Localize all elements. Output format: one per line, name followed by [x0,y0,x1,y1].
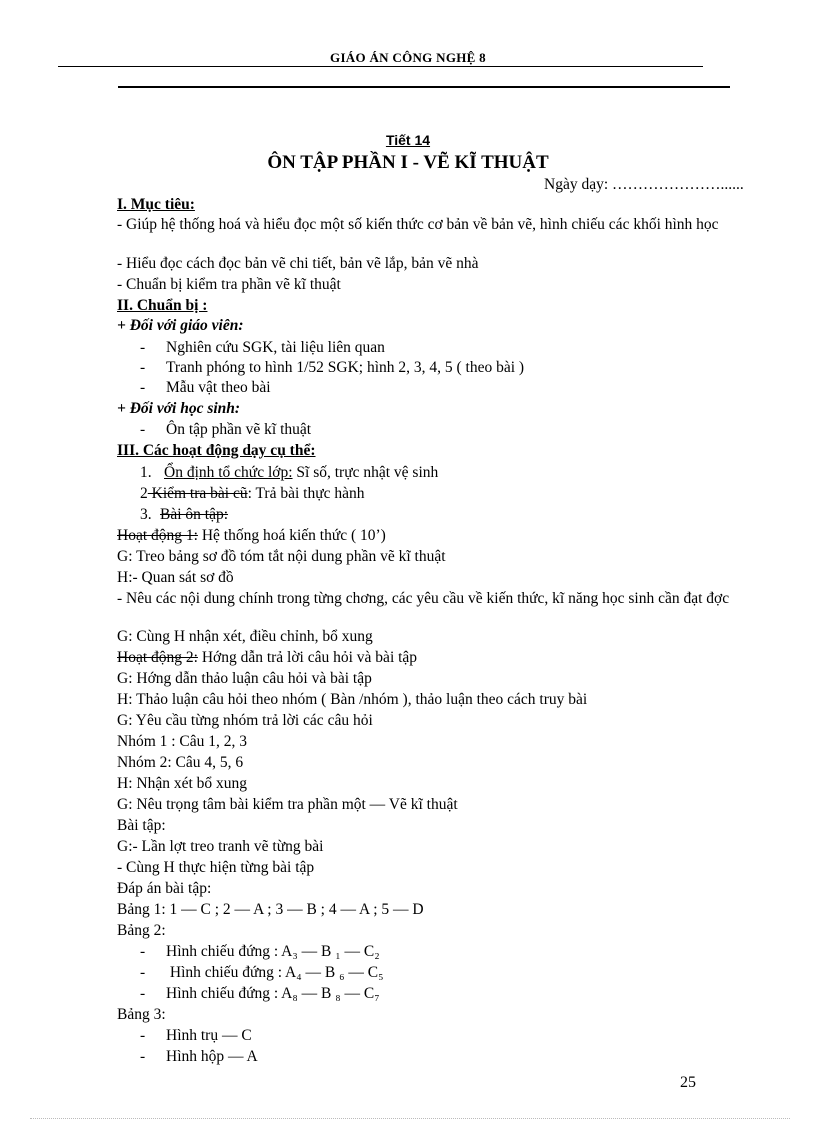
line-bai-tap: Bài tập: [117,817,166,834]
bang-2-item-3: - Hình chiếu đứng : A₈ — B ₈ — C₇ [140,985,380,1002]
line-cung-h: - Cùng H thực hiện từng bài tập [117,859,315,876]
line-bang-2: Bảng 2: [117,922,166,939]
line-h-thao-luan: H: Thảo luận câu hỏi theo nhóm ( Bàn /nhóm ), thảo luận theo cách truy bài [117,691,588,708]
line-dap-an: Đáp án bài tập: [117,880,212,897]
student-label: + Đối với học sinh: [117,400,241,417]
teacher-item-2: - Tranh phóng to hình 1/52 SGK; hình 2, 3, 4, 5 ( theo bài ) [140,359,525,376]
date-label: Ngày dạy: …………………...... [544,176,744,193]
step-3: 3. Bài ôn tập: [140,506,229,523]
page-number: 25 [680,1074,696,1091]
teacher-label: + Đối với giáo viên: [117,317,244,334]
bang-2-item-1: - Hình chiếu đứng : A₃ — B ₁ — C₂ [140,943,380,960]
line-neu-noi-dung: - Nêu các nội dung chính trong từng chơng, các yêu cầu về kiến thức, kĩ năng học sinh cần đạt đợc [117,590,730,607]
line-g-nhan-xet: G: Cùng H nhận xét, điều chỉnh, bổ xung [117,628,373,645]
bang-3-item-1: - Hình trụ — C [140,1027,252,1044]
line-g-lan-lot: G:- Lần lợt treo tranh vẽ từng bài [117,838,324,855]
header-title: GIÁO ÁN CÔNG NGHỆ 8 [330,50,486,65]
line-h-quan-sat: H:- Quan sát sơ đồ [117,569,234,586]
step-1: 1. Ổn định tổ chức lớp: Sĩ số, trực nhật vệ sinh [140,464,439,481]
lesson-title: ÔN TẬP PHẦN I - VẼ KĨ THUẬT [267,152,549,173]
section-3-heading: III. Các hoạt động dạy cụ thể: [117,442,316,459]
lesson-number: Tiết 14 [385,132,431,148]
bang-2-item-2: - Hình chiếu đứng : A₄ — B ₆ — C₅ [140,964,384,981]
s1-line-2: - Hiểu đọc cách đọc bản vẽ chi tiết, bản vẽ lắp, bản vẽ nhà [117,255,479,272]
line-bang-1: Bảng 1: 1 — C ; 2 — A ; 3 — B ; 4 — A ; 5 — D [117,901,424,918]
header-underline [118,86,730,88]
line-h-nhan-xet: H: Nhận xét bổ xung [117,775,248,792]
teacher-item-1: - Nghiên cứu SGK, tài liệu liên quan [140,339,385,356]
step-2: 2 Kiểm tra bài cũ: Trả bài thực hành [140,485,365,502]
section-1-heading: I. Mục tiêu: [117,196,195,213]
activity-2: Hoạt động 2: Hớng dẫn trả lời câu hỏi và bài tập [117,649,418,666]
line-g-treo: G: Treo bảng sơ đồ tóm tắt nội dung phần vẽ kĩ thuật [117,548,446,565]
line-g-huong-dan: G: Hớng dẫn thảo luận câu hỏi và bài tập [117,670,372,687]
bang-3-item-2: - Hình hộp — A [140,1048,258,1065]
line-nhom-1: Nhóm 1 : Câu 1, 2, 3 [117,733,248,750]
student-item-1: - Ôn tập phần vẽ kĩ thuật [140,421,312,438]
line-g-yeu-cau: G: Yêu cầu từng nhóm trả lời các câu hỏi [117,712,373,729]
teacher-item-3: - Mẫu vật theo bài [140,379,271,396]
s1-line-1: - Giúp hệ thống hoá và hiểu đọc một số kiến thức cơ bản về bản vẽ, hình chiếu các khối hình học [117,216,719,233]
line-g-trong-tam: G: Nêu trọng tâm bài kiểm tra phần một — Vẽ kĩ thuật [117,796,458,813]
header-rule [58,66,703,67]
section-2-heading: II. Chuẩn bị : [117,297,208,314]
line-nhom-2: Nhóm 2: Câu 4, 5, 6 [117,754,244,771]
activity-1: Hoạt động 1: Hệ thống hoá kiến thức ( 10’) [117,527,386,544]
page-bottom-rule [30,1118,790,1119]
line-bang-3: Bảng 3: [117,1006,166,1023]
s1-line-3: - Chuẩn bị kiểm tra phần vẽ kĩ thuật [117,276,341,293]
